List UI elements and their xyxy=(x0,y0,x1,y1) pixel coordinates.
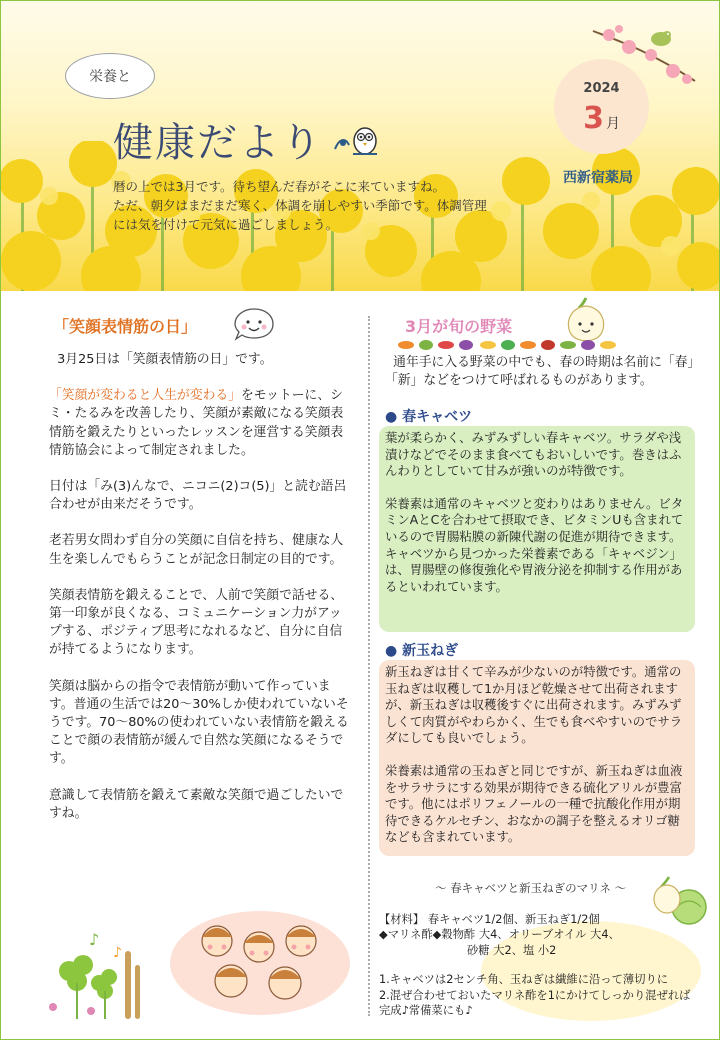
recipe-marinade: 砂糖 大2、塩 小2 xyxy=(467,943,557,957)
vegetables-row-illustration xyxy=(396,337,621,353)
spring-cabbage-heading: ● 春キャベツ xyxy=(385,409,473,425)
cabbage-text: 葉が柔らかく、みずみずしい春キャベツ。サラダや浅漬けなどでそのまま食べてもおいしいです。巻きはふんわりとしていて甘みが強いのが特徴です。 xyxy=(385,430,682,479)
issue-month-number: 3 xyxy=(583,101,604,136)
cabbage-text: キャベツから見つかった栄養素である「キャベジン」は、胃腸壁の修復強化や胃液分泌を抑制する作用があるといわれています。 xyxy=(385,545,683,594)
paragraph-text: 3月25日は「笑顔表情筋の日」です。 xyxy=(57,352,273,367)
nutrition-tag-bubble xyxy=(65,53,155,99)
cabbage-text: 栄養素は通常のキャベツと変わりはありません。ビタミンAとCを合わせて摂取でき、ビタミンUも含まれているので胃腸粘膜の新陳代謝の促進が期待できます。 xyxy=(385,495,684,544)
article-paragraph: 笑顔表情筋を鍛えることで、人前で笑顔で話せる、第一印象が良くなる、コミュニケーション力がアップする、ポジティブ思考になれるなど、自分に自信が持てるようになります。 xyxy=(49,587,344,658)
recipe-step: 2.混ぜ合わせておいたマリネ酢を1にかけてしっかり混ぜれば xyxy=(379,988,691,1002)
svg-text:♪: ♪ xyxy=(113,945,122,961)
onion-text: 栄養素は通常の玉ねぎと同じですが、新玉ねぎは血液をサラサラにする効果が期待できる硫化アリルが豊富です。他にはポリフェノールの一種で抗酸化作用が期待できるケルセチン、おなかの調子を整えるオリゴ糖なども含まれています。 xyxy=(385,762,683,845)
pharmacy-name: 西新宿薬局 xyxy=(563,170,633,186)
clover-sprout-illustration xyxy=(39,921,149,1021)
tag-text: 栄養と xyxy=(89,69,131,85)
svg-text:♪: ♪ xyxy=(89,930,100,949)
recipe-marinade: ◆マリネ酢◆穀物酢 大4、オリーブオイル 大4、 xyxy=(379,928,620,942)
smiling-people-illustration xyxy=(167,905,353,1017)
header-banner xyxy=(1,1,719,291)
smile-day-title: 「笑顔表情筋の日」 xyxy=(53,317,198,336)
issue-date-badge xyxy=(554,59,649,154)
motto-highlight: 「笑顔が変わると人生が変わる」 xyxy=(49,388,241,404)
issue-year: 2024 xyxy=(583,81,620,96)
recipe-step: 1.キャベツは2センチ角、玉ねぎは繊維に沿って薄切りに xyxy=(379,973,669,987)
newsletter-title: 健康だより xyxy=(113,120,323,166)
smile-day-article xyxy=(49,351,349,841)
intro-line: 暦の上では3月です。待ち望んだ春がそこに来ていますね。 xyxy=(113,179,445,194)
issue-month xyxy=(554,101,649,136)
new-onion-heading: ● 新玉ねぎ xyxy=(385,643,459,659)
article-paragraph: 老若男女問わず自分の笑顔に自信を持ち、健康な人生を楽しんでもらうことが記念日制定の目的です。 xyxy=(49,533,344,567)
article-paragraph: 日付は「み(3)んなで、ニコニ(2)コ(5)」と読む語呂合わせが由来だそうです。 xyxy=(49,479,347,513)
intro-text xyxy=(113,177,553,234)
new-onion-box xyxy=(379,660,695,856)
seasonal-vegetables-title: 3月が旬の野菜 xyxy=(405,317,513,336)
issue-month-unit: 月 xyxy=(605,116,620,132)
owl-icon xyxy=(333,121,381,157)
article-paragraph: 意識して表情筋を鍛えて素敵な笑顔で過ごしたいですね。 xyxy=(49,787,344,821)
seasonal-vegetables-intro xyxy=(385,354,705,390)
paragraph-text: をモットーに、シミ・たるみを改善したり、笑顔が素敵になる笑顔表情筋を鍛えたりといったレッスンを運営する笑顔表情筋協会によって制定されました。 xyxy=(49,388,344,458)
column-divider xyxy=(368,316,370,1016)
recipe-title: ～ 春キャベツと新玉ねぎのマリネ ～ xyxy=(435,881,627,895)
article-paragraph: 笑顔は脳からの指令で表情筋が動いて作っています。普通の生活では20～30%しか使われていないそうです。70～80%の使われていない表情筋を鍛えることで顔の表情筋が緩んで自然な笑顔になるそうです。 xyxy=(49,678,349,767)
onion-text: 新玉ねぎは甘くて辛みが少ないのが特徴です。通常の玉ねぎは収穫して1か月ほど乾燥させて出荷されますが、新玉ねぎは収穫後すぐに出荷されます。みずみずしくて肉質がやわらかく、生でも食べやすいのでサラダにしても良いでしょう。 xyxy=(385,664,683,746)
article-paragraph xyxy=(49,387,349,460)
spring-cabbage-box xyxy=(379,426,695,632)
recipe-step: 完成♪常備菜にも♪ xyxy=(379,1004,473,1018)
article-paragraph xyxy=(49,351,349,369)
intro-line: には気を付けて元気に過ごしましょう。 xyxy=(113,217,339,232)
recipe-materials: 【材料】 春キャベツ1/2個、新玉ねぎ1/2個 xyxy=(379,913,600,926)
intro-text: 通年手に入る野菜の中でも、春の時期は名前に「春」「新」などをつけて呼ばれるものがあります。 xyxy=(385,355,701,388)
smiley-speech-bubble-icon xyxy=(233,306,275,342)
marinade-recipe xyxy=(379,912,709,1018)
intro-line: ただ、朝夕はまだまだ寒く、体調を崩しやすい季節です。体調管理 xyxy=(113,198,487,213)
